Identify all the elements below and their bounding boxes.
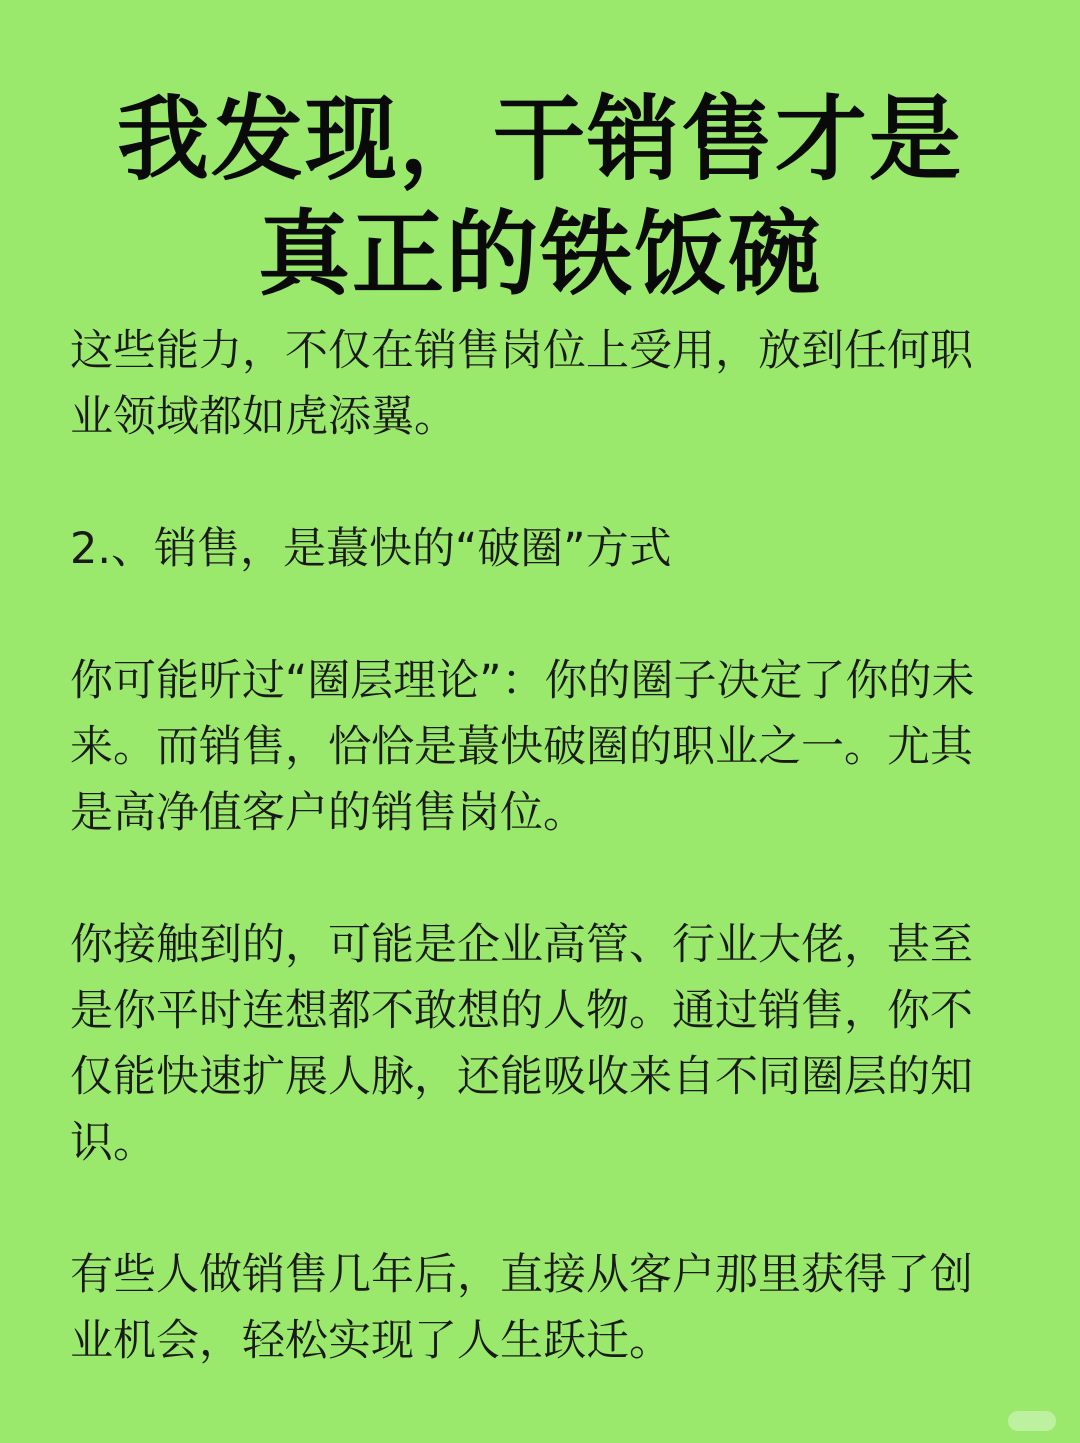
- page-title: [0, 82, 1080, 312]
- article-body: [70, 318, 1000, 1374]
- paragraph-spacer: [70, 846, 1000, 912]
- paragraph-spacer: [70, 582, 1000, 648]
- section-heading: 2.、销售，是蕞快的“破圈”方式: [70, 524, 672, 574]
- title-line-2: 真正的铁饭碗: [257, 201, 822, 308]
- paragraph-spacer: [70, 1176, 1000, 1242]
- watermark-badge: [1008, 1411, 1056, 1431]
- paragraph-4: 有些人做销售几年后，直接从客户那里获得了创业机会，轻松实现了人生跃迁。: [70, 1250, 973, 1366]
- title-line-1: 我发现，干销售才是: [116, 86, 963, 193]
- paragraph-3: 你接触到的，可能是企业高管、行业大佬，甚至是你平时连想都不敢想的人物。通过销售，你不仅能快速扩展人脉，还能吸收来自不同圈层的知识。: [70, 920, 973, 1168]
- paragraph-spacer: [70, 450, 1000, 516]
- paragraph-1: 这些能力，不仅在销售岗位上受用，放到任何职业领域都如虎添翼。: [70, 326, 973, 442]
- paragraph-2: 你可能听过“圈层理论”：你的圈子决定了你的未来。而销售，恰恰是蕞快破圈的职业之一。尤其是高净值客户的销售岗位。: [70, 656, 975, 838]
